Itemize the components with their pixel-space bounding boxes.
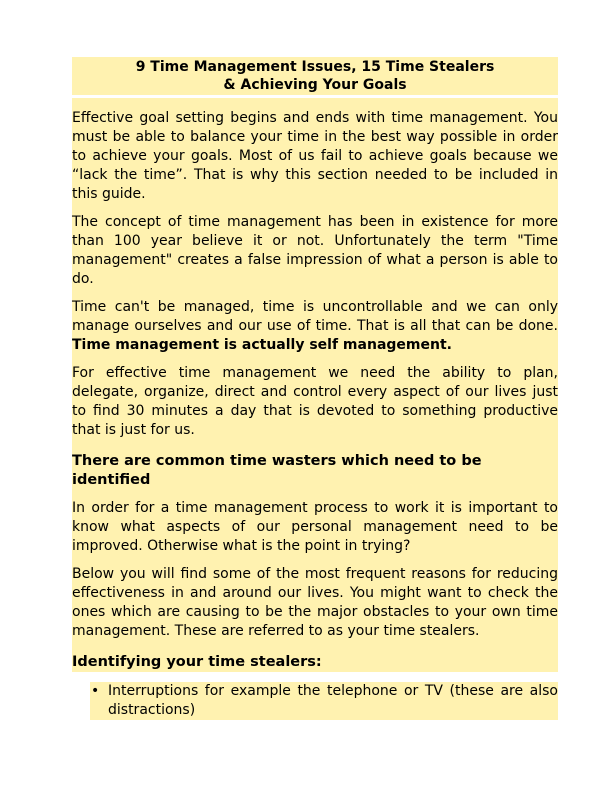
paragraph-self-management-text: Time can't be managed, time is uncontrollable and we can only manage ourselves and our use of time. That is all that can be done. <box>72 299 558 334</box>
title-line-1: 9 Time Management Issues, 15 Time Stealers <box>135 59 495 75</box>
paragraph-intro: Effective goal setting begins and ends with time management. You must be able to balance your time in the best way possible in order to achieve your goals. Most of us fail to achieve goals because we “lack the time”. That is why this section needed to be included in this guide. <box>72 98 558 204</box>
bullet-icon: • <box>91 683 100 699</box>
paragraph-process: In order for a time management process to work it is important to know what aspects of our personal management need to be improved. Otherwise what is the point in trying? <box>72 490 558 556</box>
document-title <box>72 57 558 95</box>
paragraph-self-management <box>72 289 558 355</box>
heading-time-stealers: Identifying your time stealers: <box>72 641 558 672</box>
document-body <box>72 98 558 720</box>
time-stealers-list-wrap <box>72 672 558 720</box>
title-line-2: & Achieving Your Goals <box>223 77 407 93</box>
list-item-text: Interruptions for example the telephone or TV (these are also distractions) <box>108 683 558 718</box>
paragraph-frequent-reasons: Below you will find some of the most frequent reasons for reducing effectiveness in and around our lives. You might want to check the ones which are causing to be the major obstacles to your own time management. These are referred to as your time stealers. <box>72 556 558 641</box>
heading-time-wasters: There are common time wasters which need to be identified <box>72 440 558 490</box>
time-stealers-list <box>90 682 558 720</box>
paragraph-effective-management: For effective time management we need the ability to plan, delegate, organize, direct and control every aspect of our lives just to find 30 minutes a day that is devoted to something productive that is just for us. <box>72 355 558 440</box>
paragraph-concept: The concept of time management has been in existence for more than 100 year believe it or not. Unfortunately the term "Time management" creates a false impression of what a person is able to do. <box>72 204 558 289</box>
list-item <box>90 682 558 720</box>
paragraph-self-management-bold: Time management is actually self management. <box>72 337 452 353</box>
